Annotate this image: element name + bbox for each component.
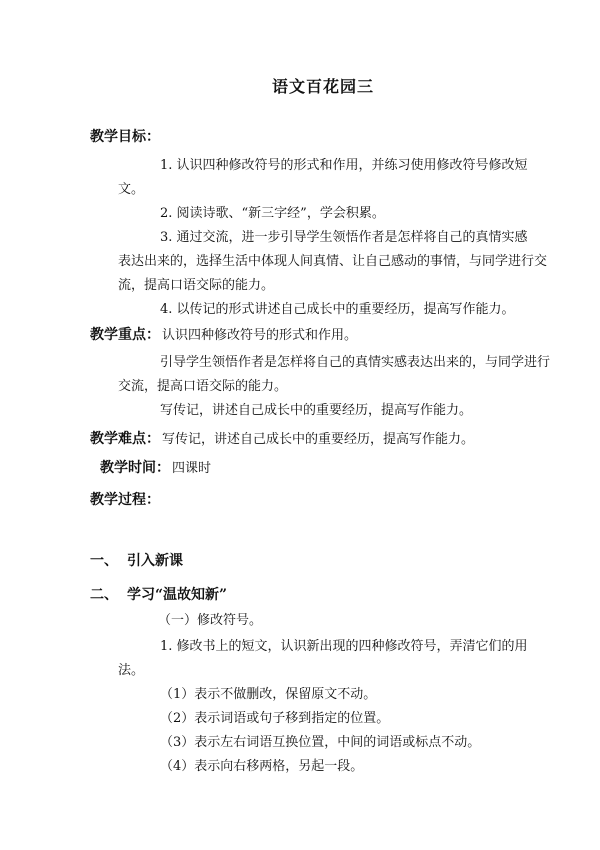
difficulty-heading: 教学难点： (90, 431, 160, 447)
key-points-heading: 教学重点： (90, 327, 160, 343)
section-2-number: 二、 (90, 587, 118, 603)
key-point-1: 认识四种修改符号的形式和作用。 (162, 328, 358, 343)
process-heading: 教学过程： (90, 492, 160, 508)
symbol-4: （4）表示向右移两格，另起一段。 (160, 759, 364, 774)
key-point-2-line-2: 交流，提高口语交际的能力。 (118, 379, 288, 394)
objectives-heading: 教学目标： (90, 129, 160, 145)
symbol-2: （2）表示词语或句子移到指定的位置。 (160, 711, 390, 726)
symbol-1: （1）表示不做删改，保留原文不动。 (160, 687, 377, 702)
time-heading: 教学时间： (100, 460, 170, 476)
revision-step-1-line-1: 1. 修改书上的短文，认识新出现的四种修改符号，弄清它们的用 (160, 639, 528, 654)
section-2-title: 学习“温故知新” (127, 587, 228, 603)
objective-2: 2. 阅读诗歌、“新三字经”，学会积累。 (160, 206, 385, 221)
page-title: 语文百花园三 (272, 77, 375, 96)
objective-1-line-2: 文。 (118, 182, 145, 197)
key-point-2-line-1: 引导学生领悟作者是怎样将自己的真情实感表达出来的，与同学进行 (160, 355, 551, 370)
revision-subheading: （一）修改符号。 (158, 613, 263, 628)
objective-3-line-1: 3. 通过交流，进一步引导学生领悟作者是怎样将自己的真情实感 (160, 230, 528, 245)
objective-1-line-1: 1. 认识四种修改符号的形式和作用，并练习使用修改符号修改短 (160, 158, 528, 173)
time-text: 四课时 (172, 461, 212, 476)
difficulty-text: 写传记，讲述自己成长中的重要经历，提高写作能力。 (162, 432, 475, 447)
symbol-3: （3）表示左右词语互换位置，中间的词语或标点不动。 (160, 735, 481, 750)
key-point-3: 写传记，讲述自己成长中的重要经历，提高写作能力。 (160, 403, 473, 418)
objective-4: 4. 以传记的形式讲述自己成长中的重要经历，提高写作能力。 (160, 302, 515, 317)
section-1-title: 引入新课 (127, 553, 183, 569)
revision-step-1-line-2: 法。 (118, 663, 145, 678)
section-1-number: 一、 (90, 553, 118, 569)
objective-3-line-3: 流，提高口语交际的能力。 (118, 278, 275, 293)
objective-3-line-2: 表达出来的，选择生活中体现人间真情、让自己感动的事情，与同学进行交 (118, 254, 548, 269)
